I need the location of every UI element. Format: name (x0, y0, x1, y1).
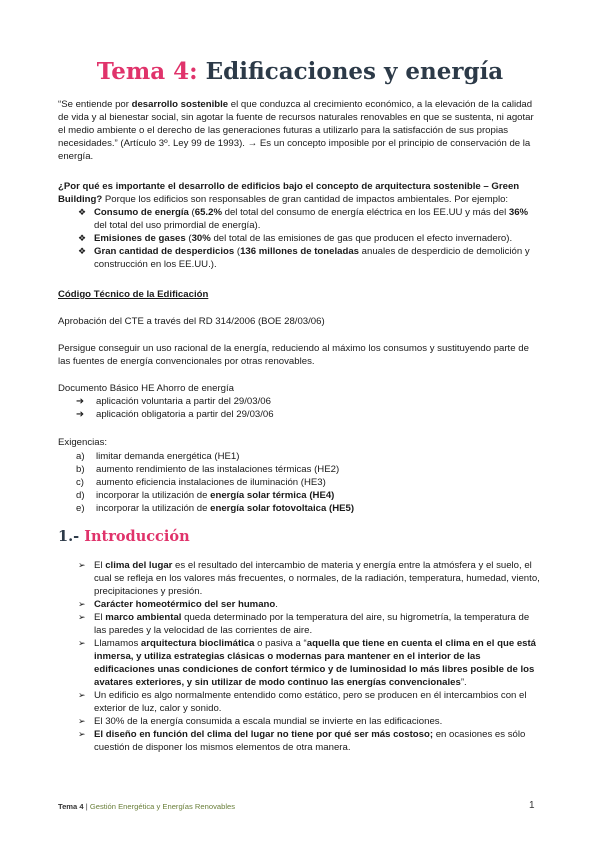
arrowhead-bullet-icon: ➢ (78, 716, 86, 726)
arrowhead-bullet-icon: ➢ (78, 729, 86, 739)
cte-heading: Código Técnico de la Edificación (58, 289, 209, 300)
arrowhead-bullet-icon: ➢ (78, 599, 86, 609)
list-item: ❖ Consumo de energía (65.2% del total del consumo de energía eléctrica en los EE.UU y más del 36% del total del uso primordial de energía). (78, 207, 529, 231)
list-item: ➢ El diseño en función del clima del lugar no tiene por qué ser más costoso; en ocasiones es sólo cuestión de disponer los mismos elementos de otra manera. (78, 729, 526, 753)
list-item: ➢ El clima del lugar es el resultado del intercambio de materia y energía entre la atmósfera y el suelo, el cual se refleja en los valores más frecuentes, o normales, de la radiación, temperatura, humedad, viento, precipitaciones y presión. (78, 560, 540, 597)
definition-quote: “Se entiende por desarrollo sostenible el que conduzca al crecimiento económico, a la elevación de la calidad de vida y al bienestar social, sin agotar la fuente de recursos naturales renovables en que se sustenta, ni agotar el medio ambiente o el derecho de las generaciones futuras a utilizarlo para la satisfacción de sus propias necesidades.” (Artículo 3º. Ley 99 de 1993). → Es un concepto imposible por el principio de conservación de la energía. (58, 99, 534, 162)
diamond-bullet-icon: ❖ (78, 246, 87, 256)
arrowhead-bullet-icon: ➢ (78, 612, 86, 622)
list-item: ➢ Un edificio es algo normalmente entendido como estático, pero se producen en él intercambios con el exterior de luz, calor y sonido. (78, 690, 527, 714)
page-number: 1 (529, 800, 535, 811)
intro-list (78, 559, 542, 754)
doc-he-list (76, 395, 476, 421)
list-item: ➢ Llamamos arquitectura bioclimática o pasiva a “aquella que tiene en cuenta el clima en el que está inmersa, y utiliza estrategias clásicas o modernas para mantener en el interior de las edificaciones unas condiciones de confort térmico y de luminosidad lo más libres posible de los avatares exteriores, y sin utilizar de modo continuo las energías convencionales”. (78, 638, 537, 688)
list-item: ➔ aplicación obligatoria a partir del 29/03/06 (76, 409, 274, 420)
cte-objective: Persigue conseguir un uso racional de la energía, reduciendo al máximo los consumos y sustituyendo parte de las fuentes de energía convencionales por otras renovables. (58, 343, 529, 367)
arrowhead-bullet-icon: ➢ (78, 638, 86, 648)
list-item: ❖ Gran cantidad de desperdicios (136 millones de toneladas anuales de desperdicio de demolición y construcción en los EE.UU.). (78, 246, 530, 270)
list-item: ❖ Emisiones de gases (30% del total de las emisiones de gas que producen el efecto invernadero). (78, 233, 513, 244)
arrow-bullet-icon: ➔ (76, 396, 85, 407)
section-heading: 1.- Introducción (58, 528, 190, 545)
list-item: a) limitar demanda energética (HE1) (76, 451, 240, 462)
list-item: ➢ El 30% de la energía consumida a escala mundial se invierte en las edificaciones. (78, 716, 443, 727)
title-main: Edificaciones y energía (205, 58, 504, 85)
list-item: d) incorporar la utilización de energía solar térmica (HE4) (76, 490, 335, 501)
title-prefix: Tema 4: (96, 58, 198, 85)
arrowhead-bullet-icon: ➢ (78, 560, 86, 570)
list-item: ➔ aplicación voluntaria a partir del 29/03/06 (76, 396, 271, 407)
list-item: ➢ Carácter homeotérmico del ser humano. (78, 599, 278, 610)
list-item: c) aumento eficiencia instalaciones de iluminación (HE3) (76, 477, 326, 488)
page-footer: Tema 4 | Gestión Energética y Energías Renovables (58, 802, 236, 811)
list-item: b) aumento rendimiento de las instalaciones térmicas (HE2) (76, 464, 340, 475)
arrow-bullet-icon: ➔ (76, 409, 85, 420)
list-item: e) incorporar la utilización de energía solar fotovoltaica (HE5) (76, 503, 355, 514)
diamond-bullet-icon: ❖ (78, 233, 87, 243)
cte-approval: Aprobación del CTE a través del RD 314/2006 (BOE 28/03/06) (58, 316, 325, 327)
list-item: ➢ El marco ambiental queda determinado por la temperatura del aire, su higrometría, la temperatura de las paredes y la velocidad de las corrientes de aire. (78, 612, 530, 636)
page-title (0, 58, 600, 85)
exigencias-list (76, 450, 476, 515)
exigencias-title: Exigencias: (58, 437, 108, 448)
impact-list (78, 206, 542, 271)
green-building-question: ¿Por qué es importante el desarrollo de edificios bajo el concepto de arquitectura sostenible – Green Building? Porque los edificios son responsables de gran cantidad de impactos ambientales. Por ejemplo: (58, 181, 520, 205)
doc-he-title: Documento Básico HE Ahorro de energía (58, 383, 234, 394)
diamond-bullet-icon: ❖ (78, 207, 87, 217)
arrowhead-bullet-icon: ➢ (78, 690, 86, 700)
